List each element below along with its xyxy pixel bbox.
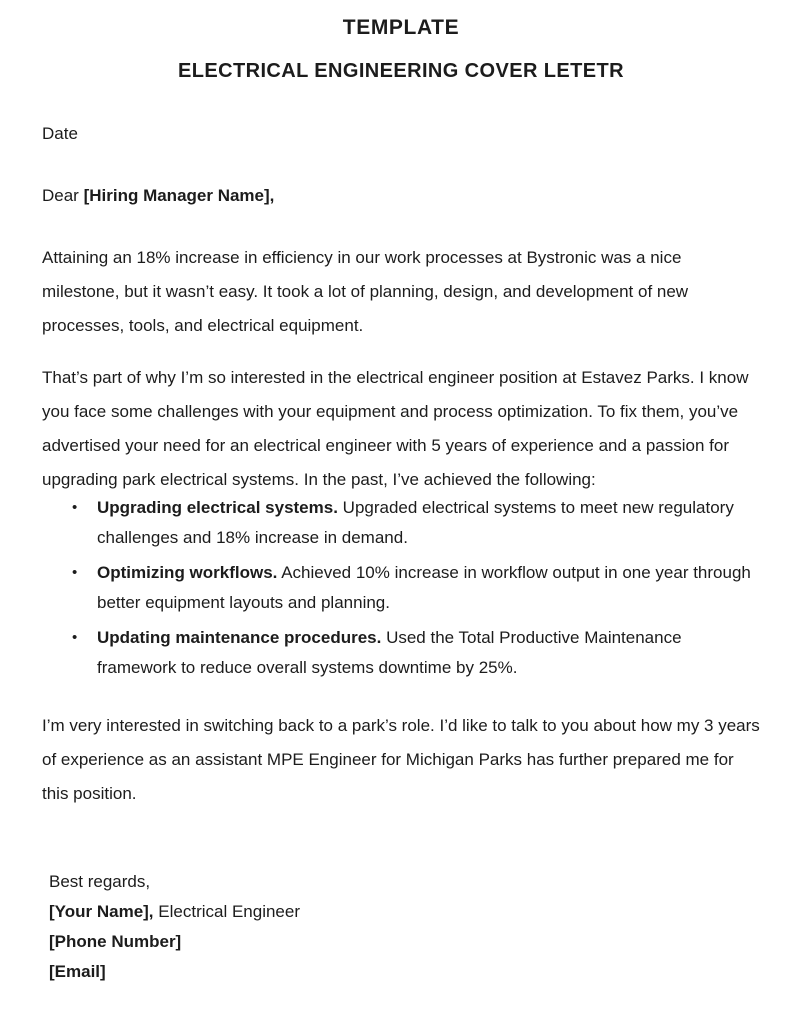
document-header [42, 16, 760, 83]
signature-valediction: Best regards, [49, 872, 151, 891]
salutation-line [42, 179, 760, 213]
salutation-prefix: Dear [42, 186, 84, 205]
signature-name-line [49, 897, 760, 927]
bullet-lead: Upgrading electrical systems. [97, 498, 338, 517]
signature-job-title: Electrical Engineer [153, 902, 301, 921]
date-placeholder: Date [42, 124, 78, 143]
paragraph-motivation: That’s part of why I’m so interested in the electrical engineer position at Estavez Parks. I know you face some challenges with your equipment and process optimization. To fix them, you’ve advertised your need for an electrical engineer with 5 years of experience and a passion for upgrading park electrical systems. In the past, I’ve achieved the following: [42, 368, 749, 489]
achievements-list [42, 493, 760, 683]
your-name-placeholder: [Your Name], [49, 902, 154, 921]
document-title: TEMPLATE [342, 16, 460, 39]
phone-number-placeholder: [Phone Number] [49, 932, 182, 951]
paragraph-closing: I’m very interested in switching back to a park’s role. I’d like to talk to you about how my 3 years of experience as an assistant MPE Engineer for Michigan Parks has further prepared me for this position. [42, 716, 760, 803]
list-item-updating-maintenance [42, 623, 760, 683]
list-item-optimizing-workflows [42, 558, 760, 618]
hiring-manager-name-placeholder: [Hiring Manager Name], [83, 186, 275, 205]
paragraph-opening: Attaining an 18% increase in efficiency in our work processes at Bystronic was a nice milestone, but it wasn’t easy. It took a lot of planning, design, and development of new processes, tools, and electrical equipment. [42, 248, 689, 335]
signature-block [42, 867, 760, 987]
bullet-text: Upgraded electrical systems to meet new regulatory challenges and 18% increase in demand. [97, 498, 734, 547]
document-subtitle: ELECTRICAL ENGINEERING COVER LETETR [178, 60, 624, 82]
list-item-upgrading-systems [42, 493, 760, 553]
bullet-lead: Optimizing workflows. [97, 563, 278, 582]
bullet-text: Achieved 10% increase in workflow output in one year through better equipment layouts and planning. [97, 563, 751, 612]
bullet-text: Used the Total Productive Maintenance framework to reduce overall systems downtime by 25%. [97, 628, 682, 677]
email-placeholder: [Email] [49, 962, 106, 981]
bullet-lead: Updating maintenance procedures. [97, 628, 382, 647]
